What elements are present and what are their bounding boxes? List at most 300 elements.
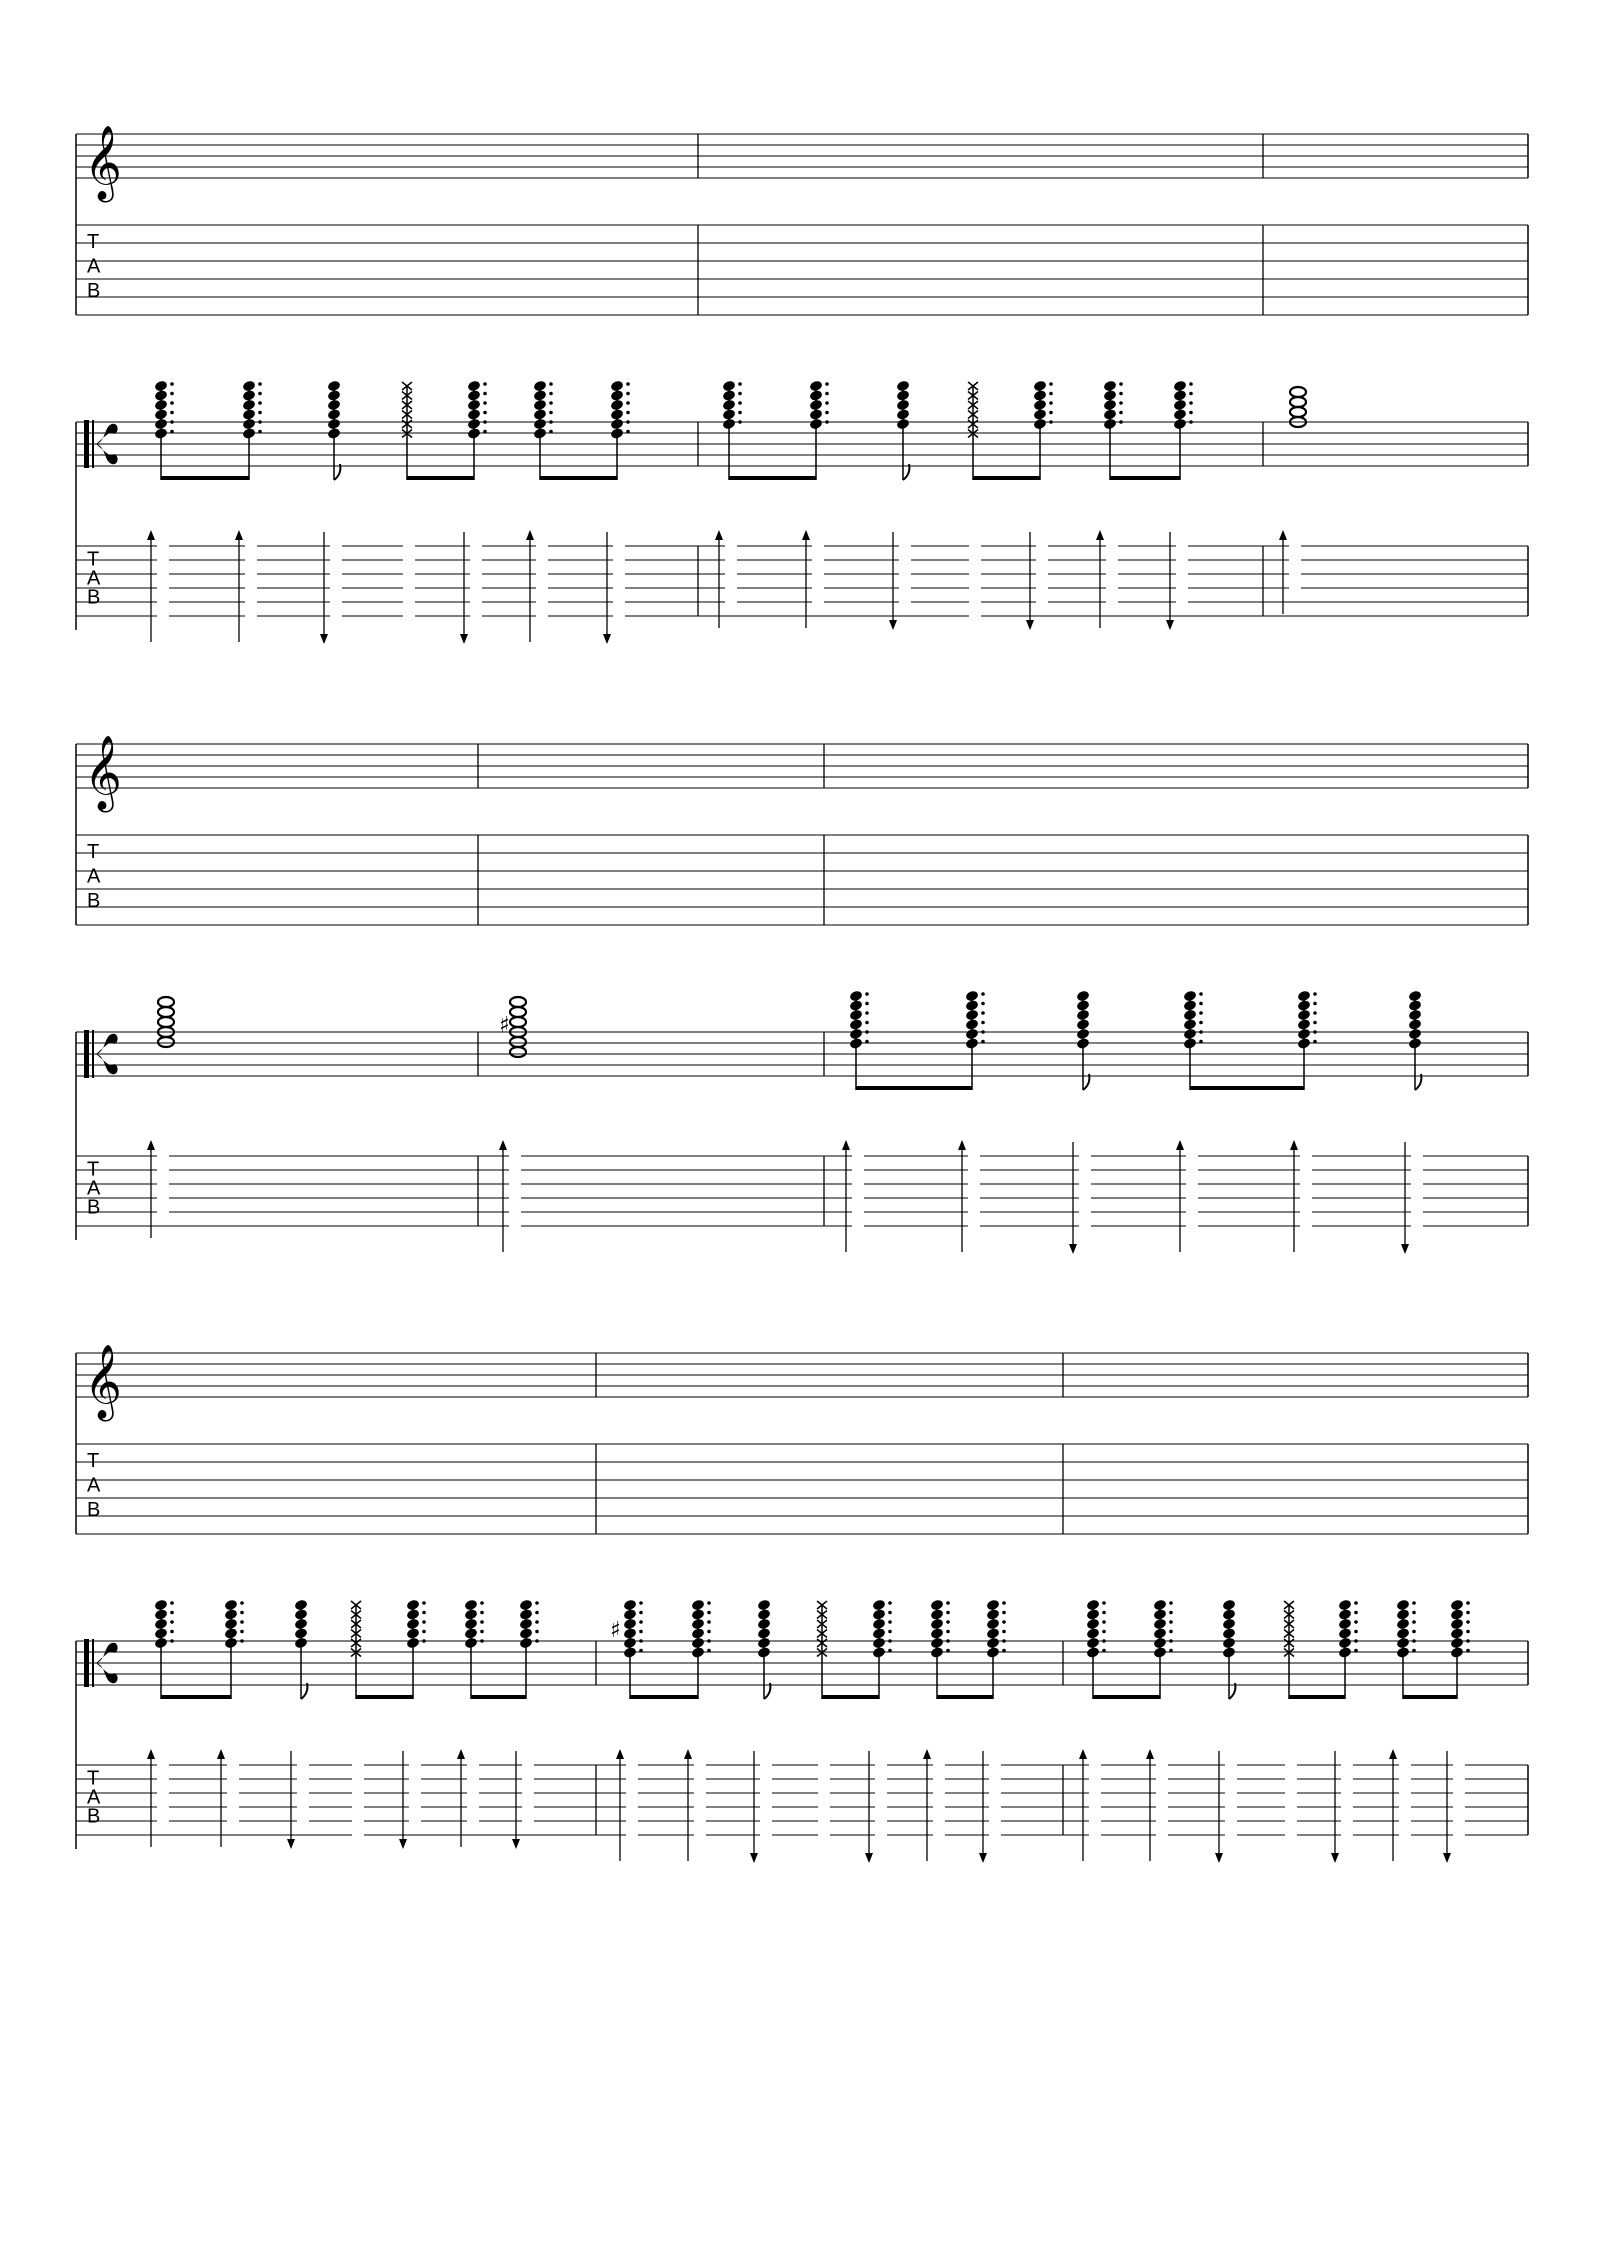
chord-strum <box>526 380 553 642</box>
dot <box>981 1002 985 1006</box>
beam <box>973 476 1040 480</box>
chord-strum <box>715 380 742 628</box>
chord-strum <box>923 1599 950 1861</box>
dot <box>1169 1620 1173 1624</box>
chord-strum <box>1401 990 1423 1254</box>
dot <box>825 382 829 386</box>
dot <box>865 992 869 996</box>
beam <box>1110 476 1180 480</box>
dot <box>981 1030 985 1034</box>
dot <box>946 1649 950 1653</box>
dot <box>1189 382 1193 386</box>
dot <box>483 382 487 386</box>
dot <box>1189 392 1193 396</box>
dot <box>480 1620 484 1624</box>
dot <box>170 1611 174 1615</box>
strum-up-arrow-icon <box>147 530 155 540</box>
chord-strum <box>1026 380 1053 630</box>
beam <box>471 1695 526 1699</box>
dot <box>1199 1021 1203 1025</box>
dot <box>170 401 174 405</box>
dot <box>1354 1601 1358 1605</box>
dot <box>1119 382 1123 386</box>
whole-note-head <box>158 1007 174 1017</box>
tab-letter: B <box>87 586 101 609</box>
system-3 <box>76 1345 1528 1863</box>
beam <box>407 476 474 480</box>
dot <box>707 1601 711 1605</box>
tab-letter: T <box>87 548 100 571</box>
dot <box>549 420 553 424</box>
whole-note-head <box>510 997 526 1007</box>
dot <box>1049 411 1053 415</box>
dot <box>1002 1601 1006 1605</box>
tab-letter: A <box>87 1177 101 1200</box>
dot <box>1002 1639 1006 1643</box>
dot <box>888 1649 892 1653</box>
beam <box>161 1695 231 1699</box>
strum-up-arrow-icon <box>1096 530 1104 540</box>
strum-down-arrow-icon <box>399 1839 407 1849</box>
whole-note-head <box>158 1017 174 1027</box>
dot <box>422 1620 426 1624</box>
dot <box>170 382 174 386</box>
treble-clef-icon: 𝄞 <box>84 126 122 200</box>
dot <box>480 1639 484 1643</box>
dot <box>480 1601 484 1605</box>
dot <box>480 1611 484 1615</box>
dot <box>258 392 262 396</box>
beam <box>937 1695 993 1699</box>
dot <box>1412 1620 1416 1624</box>
chord-strum <box>1331 1599 1358 1863</box>
tab-letter: B <box>87 1196 101 1219</box>
dot <box>170 1601 174 1605</box>
dot <box>639 1639 643 1643</box>
whole-note-head <box>1290 397 1306 407</box>
tab-letter: A <box>87 255 101 278</box>
strum-down-arrow-icon <box>1215 1853 1223 1863</box>
dot <box>738 401 742 405</box>
dot <box>1102 1601 1106 1605</box>
beam <box>630 1695 698 1699</box>
dot <box>639 1620 643 1624</box>
dot <box>422 1601 426 1605</box>
chord-strum <box>684 1599 711 1861</box>
chord-strum <box>750 1599 772 1863</box>
dot <box>888 1639 892 1643</box>
strum-up-arrow-icon <box>958 1140 966 1150</box>
chord-strum <box>1279 387 1306 614</box>
dot <box>170 1630 174 1634</box>
dot <box>825 392 829 396</box>
dot <box>1169 1601 1173 1605</box>
dot <box>170 1639 174 1643</box>
dot <box>258 401 262 405</box>
dot <box>1102 1611 1106 1615</box>
dot <box>1169 1611 1173 1615</box>
dot <box>170 392 174 396</box>
dot <box>626 382 630 386</box>
beam <box>729 476 816 480</box>
strum-up-arrow-icon <box>1079 1749 1087 1759</box>
chord-strum <box>460 380 487 644</box>
strum-down-arrow-icon <box>1026 620 1034 630</box>
dot <box>1354 1639 1358 1643</box>
chord-strum <box>320 380 342 644</box>
chord-strum <box>802 380 829 628</box>
strum-up-arrow-icon <box>842 1140 850 1150</box>
dot <box>626 430 630 434</box>
dot <box>1169 1649 1173 1653</box>
dot <box>240 1611 244 1615</box>
dot <box>258 382 262 386</box>
strum-up-arrow-icon <box>499 1140 507 1150</box>
chord-strum <box>979 1599 1006 1863</box>
dot <box>1466 1649 1470 1653</box>
dot <box>946 1630 950 1634</box>
beam <box>540 476 617 480</box>
beam <box>356 1695 413 1699</box>
dot <box>738 382 742 386</box>
chord-strum <box>399 1599 426 1849</box>
strum-up-arrow-icon <box>715 530 723 540</box>
strum-up-arrow-icon <box>802 530 810 540</box>
dot <box>707 1649 711 1653</box>
tab-letter: T <box>87 1450 100 1473</box>
tab-letter: T <box>87 1158 100 1181</box>
dot <box>1002 1620 1006 1624</box>
dot <box>865 1021 869 1025</box>
dot <box>1313 1040 1317 1044</box>
dot <box>1313 1030 1317 1034</box>
strum-up-arrow-icon <box>217 1749 225 1759</box>
dot <box>483 430 487 434</box>
dot <box>738 392 742 396</box>
chord-muted <box>817 1601 830 1846</box>
dot <box>1199 1011 1203 1015</box>
strum-up-arrow-icon <box>147 1140 155 1150</box>
dot <box>483 401 487 405</box>
dot <box>1102 1630 1106 1634</box>
strum-down-arrow-icon <box>750 1853 758 1863</box>
dot <box>1102 1620 1106 1624</box>
chord-strum <box>610 1599 643 1861</box>
tab-letter: B <box>87 1805 101 1828</box>
dot <box>1102 1639 1106 1643</box>
dot <box>170 420 174 424</box>
chord-strum <box>1096 380 1123 628</box>
sharp-icon: ♯ <box>499 1013 510 1038</box>
dot <box>981 1021 985 1025</box>
treble-clef-icon: 𝄞 <box>84 1345 122 1419</box>
strum-down-arrow-icon <box>1331 1853 1339 1863</box>
dot <box>549 430 553 434</box>
strum-up-arrow-icon <box>1279 530 1287 540</box>
chord-strum <box>287 1599 309 1849</box>
dot <box>707 1639 711 1643</box>
chord-strum <box>1443 1599 1470 1863</box>
dot <box>535 1620 539 1624</box>
whole-note-head <box>510 1017 526 1027</box>
dot <box>240 1601 244 1605</box>
strum-down-arrow-icon <box>603 634 611 644</box>
dot <box>1002 1630 1006 1634</box>
dot <box>738 411 742 415</box>
strum-up-arrow-icon <box>923 1749 931 1759</box>
strum-down-arrow-icon <box>1166 620 1174 630</box>
dot <box>626 401 630 405</box>
dot <box>1199 1040 1203 1044</box>
dot <box>1412 1639 1416 1643</box>
dot <box>1354 1611 1358 1615</box>
dot <box>422 1639 426 1643</box>
chord-strum <box>958 990 985 1252</box>
chord-strum <box>147 1599 174 1847</box>
dot <box>258 420 262 424</box>
strum-down-arrow-icon <box>512 1839 520 1849</box>
dot <box>170 411 174 415</box>
beam <box>161 476 249 480</box>
tab-letter: B <box>87 889 101 912</box>
dot <box>258 430 262 434</box>
strum-down-arrow-icon <box>865 1853 873 1863</box>
chord-strum <box>865 1599 892 1863</box>
dot <box>1119 401 1123 405</box>
dot <box>981 992 985 996</box>
chord-strum <box>457 1599 484 1847</box>
dot <box>1354 1649 1358 1653</box>
dot <box>888 1630 892 1634</box>
dot <box>1189 401 1193 405</box>
dot <box>535 1611 539 1615</box>
dot <box>865 1002 869 1006</box>
strum-down-arrow-icon <box>320 634 328 644</box>
dot <box>825 420 829 424</box>
chord-strum <box>889 380 911 630</box>
dot <box>738 420 742 424</box>
dot <box>981 1040 985 1044</box>
dot <box>626 411 630 415</box>
dot <box>1119 420 1123 424</box>
treble-clef-icon: 𝄞 <box>84 736 122 810</box>
system-2 <box>76 736 1528 1254</box>
dot <box>549 382 553 386</box>
strum-down-arrow-icon <box>1069 1244 1077 1254</box>
chord-strum <box>217 1599 244 1847</box>
dot <box>535 1639 539 1643</box>
dot <box>1049 392 1053 396</box>
dot <box>240 1630 244 1634</box>
dot <box>626 392 630 396</box>
dot <box>170 430 174 434</box>
strum-up-arrow-icon <box>1146 1749 1154 1759</box>
dot <box>707 1620 711 1624</box>
strum-up-arrow-icon <box>684 1749 692 1759</box>
tab-letter: A <box>87 865 101 888</box>
dot <box>825 411 829 415</box>
whole-note-head <box>1290 387 1306 397</box>
dot <box>1189 420 1193 424</box>
tab-letter: B <box>87 279 101 302</box>
dot <box>1412 1630 1416 1634</box>
beam <box>1403 1695 1457 1699</box>
dot <box>946 1611 950 1615</box>
dot <box>1049 401 1053 405</box>
dot <box>170 1620 174 1624</box>
chord-muted <box>968 382 981 627</box>
dot <box>1169 1639 1173 1643</box>
dot <box>1169 1630 1173 1634</box>
whole-note-head <box>510 1037 526 1047</box>
dot <box>240 1639 244 1643</box>
chord-strum <box>1215 1599 1237 1863</box>
dot <box>1412 1601 1416 1605</box>
dot <box>422 1611 426 1615</box>
dot <box>1466 1639 1470 1643</box>
dot <box>946 1639 950 1643</box>
dot <box>865 1011 869 1015</box>
dot <box>1119 411 1123 415</box>
whole-note-head <box>1290 407 1306 417</box>
dot <box>1412 1611 1416 1615</box>
dot <box>483 411 487 415</box>
dot <box>1466 1630 1470 1634</box>
chord-strum <box>1079 1599 1106 1861</box>
chord-strum <box>1166 380 1193 630</box>
dot <box>946 1620 950 1624</box>
chord-strum <box>235 380 262 642</box>
dot <box>1466 1611 1470 1615</box>
strum-up-arrow-icon <box>526 530 534 540</box>
dot <box>888 1620 892 1624</box>
dot <box>865 1040 869 1044</box>
tab-letter: A <box>87 1786 101 1809</box>
chord-strum <box>1389 1599 1416 1861</box>
dot <box>1199 1002 1203 1006</box>
tab-letter: T <box>87 841 100 864</box>
dot <box>1189 411 1193 415</box>
tab-letter: A <box>87 567 101 590</box>
strum-down-arrow-icon <box>979 1853 987 1863</box>
chord-strum <box>603 380 630 644</box>
strum-down-arrow-icon <box>1401 1244 1409 1254</box>
dot <box>1002 1649 1006 1653</box>
chord-strum <box>1069 990 1091 1254</box>
dot <box>1199 1030 1203 1034</box>
strum-up-arrow-icon <box>235 530 243 540</box>
dot <box>1313 992 1317 996</box>
dot <box>1466 1620 1470 1624</box>
chord-strum <box>1176 990 1203 1252</box>
dot <box>549 392 553 396</box>
dot <box>483 392 487 396</box>
dot <box>483 420 487 424</box>
dot <box>1199 992 1203 996</box>
dot <box>981 1011 985 1015</box>
dot <box>1119 392 1123 396</box>
dot <box>1313 1021 1317 1025</box>
dot <box>865 1030 869 1034</box>
chord-strum <box>842 990 869 1252</box>
dot <box>535 1630 539 1634</box>
chord-muted <box>402 382 415 627</box>
beam <box>1093 1695 1160 1699</box>
dot <box>549 401 553 405</box>
chord-strum <box>1146 1599 1173 1861</box>
chord-muted <box>1284 1601 1297 1846</box>
strum-up-arrow-icon <box>616 1749 624 1759</box>
chord-muted <box>351 1601 364 1846</box>
beam <box>856 1086 972 1090</box>
chord-strum <box>512 1599 539 1849</box>
dot <box>1102 1649 1106 1653</box>
dot <box>639 1611 643 1615</box>
dot <box>1049 382 1053 386</box>
strum-up-arrow-icon <box>1389 1749 1397 1759</box>
tab-letter: T <box>87 231 100 254</box>
dot <box>1002 1611 1006 1615</box>
chord-strum <box>499 997 526 1252</box>
dot <box>707 1630 711 1634</box>
dot <box>1313 1002 1317 1006</box>
strum-up-arrow-icon <box>1290 1140 1298 1150</box>
whole-note-head <box>510 1047 526 1057</box>
strum-up-arrow-icon <box>1176 1140 1184 1150</box>
dot <box>1354 1630 1358 1634</box>
strum-down-arrow-icon <box>460 634 468 644</box>
dot <box>1313 1011 1317 1015</box>
strum-down-arrow-icon <box>889 620 897 630</box>
dot <box>1466 1601 1470 1605</box>
dot <box>626 420 630 424</box>
chord-strum <box>147 380 174 642</box>
dot <box>946 1601 950 1605</box>
dot <box>888 1611 892 1615</box>
dot <box>480 1630 484 1634</box>
beam <box>1289 1695 1345 1699</box>
chord-strum <box>147 997 174 1238</box>
dot <box>707 1611 711 1615</box>
dot <box>825 401 829 405</box>
dot <box>639 1630 643 1634</box>
dot <box>258 411 262 415</box>
dot <box>422 1630 426 1634</box>
beam <box>1190 1086 1304 1090</box>
dot <box>549 411 553 415</box>
strum-up-arrow-icon <box>457 1749 465 1759</box>
dot <box>639 1649 643 1653</box>
whole-note-head <box>158 1037 174 1047</box>
tab-letter: A <box>87 1474 101 1497</box>
dot <box>1354 1620 1358 1624</box>
dot <box>1049 420 1053 424</box>
dot <box>240 1620 244 1624</box>
beam <box>822 1695 879 1699</box>
whole-note-head <box>158 997 174 1007</box>
sharp-icon: ♯ <box>610 1618 621 1643</box>
dot <box>888 1601 892 1605</box>
tab-letter: T <box>87 1767 100 1790</box>
dot <box>1412 1649 1416 1653</box>
strum-down-arrow-icon <box>1443 1853 1451 1863</box>
chord-strum <box>1290 990 1317 1252</box>
whole-note-head <box>510 1007 526 1017</box>
strum-up-arrow-icon <box>147 1749 155 1759</box>
tab-letter: B <box>87 1498 101 1521</box>
strum-down-arrow-icon <box>287 1839 295 1849</box>
system-1 <box>76 126 1528 644</box>
